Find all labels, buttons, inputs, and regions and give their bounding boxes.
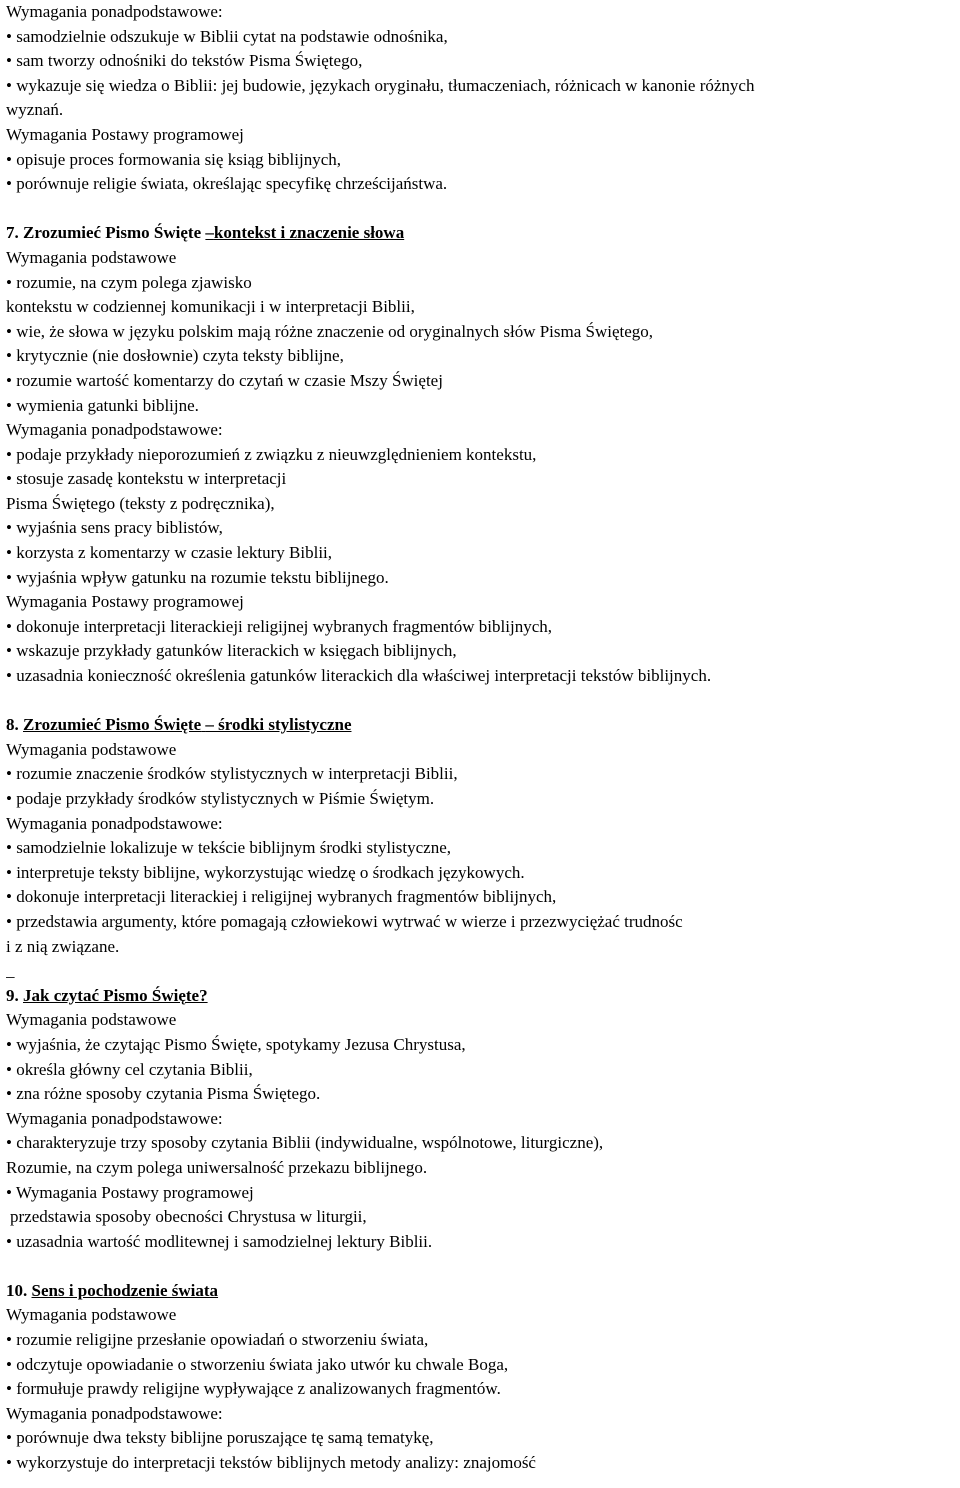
section-number: 9. (6, 985, 19, 1005)
spacer (6, 689, 956, 714)
list-item: • dokonuje interpretacji literackieji religijnej wybranych fragmentów biblijnych, (6, 616, 552, 636)
list-item-continuation: kontekstu w codziennej komunikacji i w interpretacji Biblii, (6, 297, 415, 317)
list-item: • stosuje zasadę kontekstu w interpretacji (6, 469, 287, 489)
list-item: • przedstawia argumenty, które pomagają człowiekowi wytrwać w wierze i przezwyciężać trudnośc (6, 911, 683, 931)
list-item: • wykorzystuje do interpretacji tekstów biblijnych metody analizy: znajomość (6, 1453, 536, 1473)
section-title (6, 1279, 956, 1304)
list-item: • wie, że słowa w języku polskim mają różne znaczenie od oryginalnych słów Pisma Świętego, (6, 321, 654, 341)
section-title-sub: – środki stylistyczne (205, 715, 352, 735)
list-item: • wyjaśnia wpływ gatunku na rozumie tekstu biblijnego. (6, 567, 389, 587)
stray-mark: _ (6, 961, 15, 981)
section-title-main: Zrozumieć Pismo Święte (23, 715, 202, 735)
list-item: • interpretuje teksty biblijne, wykorzystując wiedzę o środkach językowych. (6, 862, 525, 882)
list-item: • uzasadnia konieczność określenia gatunków literackich dla właściwej interpretacji tekstów biblijnych. (6, 666, 712, 686)
list-item: • wskazuje przykłady gatunków literackich w księgach biblijnych, (6, 641, 457, 661)
section-title-underlined: Sens i pochodzenie świata (31, 1280, 219, 1300)
list-item: • porównuje dwa teksty biblijne poruszające tę samą tematykę, (6, 1428, 434, 1448)
list-item: • określa główny cel czytania Biblii, (6, 1059, 253, 1079)
list-item: • Wymagania Postawy programowej (6, 1182, 254, 1202)
section-number: 8. (6, 715, 19, 735)
list-item: • podaje przykłady środków stylistycznych w Piśmie Świętym. (6, 789, 435, 808)
requirements-heading: Wymagania podstawowe (6, 1010, 177, 1030)
list-item: • wykazuje się wiedza o Biblii: jej budowie, językach oryginału, tłumaczeniach, różnicach w kanonie różnych (6, 75, 755, 95)
section-title (6, 984, 956, 1009)
list-item: • odczytuje opowiadanie o stworzeniu świata jako utwór ku chwale Boga, (6, 1354, 509, 1374)
requirements-heading: Wymagania podstawowe (6, 739, 177, 759)
list-item: • formułuje prawdy religijne wypływające z analizowanych fragmentów. (6, 1379, 501, 1399)
requirements-heading: Wymagania Postawy programowej (6, 592, 244, 612)
requirements-heading: Wymagania ponadpodstawowe: (6, 420, 223, 440)
spacer (6, 1254, 956, 1279)
section-title-main: Zrozumieć Pismo Święte (23, 223, 202, 243)
requirements-heading: Wymagania ponadpodstawowe: (6, 1403, 223, 1423)
list-item: • krytycznie (nie dosłownie) czyta teksty biblijne, (6, 346, 344, 366)
requirements-heading: Wymagania podstawowe (6, 247, 177, 267)
list-item: • porównuje religie świata, określając specyfikę chrześcijaństwa. (6, 174, 448, 194)
list-item: • podaje przykłady nieporozumień z związku z nieuwzględnieniem kontekstu, (6, 444, 537, 464)
list-item-continuation: Pisma Świętego (teksty z podręcznika), (6, 493, 275, 513)
requirements-heading: Wymagania Postawy programowej (6, 124, 244, 144)
list-item: • charakteryzuje trzy sposoby czytania Biblii (indywidualne, wspólnotowe, liturgiczne), (6, 1133, 604, 1153)
list-item: • uzasadnia wartość modlitewnej i samodzielnej lektury Biblii. (6, 1231, 433, 1251)
section-number: 7. (6, 223, 19, 243)
list-item-continuation: przedstawia sposoby obecności Chrystusa w liturgii, (10, 1207, 367, 1227)
list-item-continuation: wyznań. (6, 100, 64, 120)
list-item: • samodzielnie odszukuje w Biblii cytat na podstawie odnośnika, (6, 26, 448, 46)
list-item: • rozumie wartość komentarzy do czytań w czasie Mszy Świętej (6, 370, 443, 390)
section-number: 10. (6, 1280, 28, 1300)
requirements-heading: Wymagania podstawowe (6, 1305, 177, 1325)
list-item: • opisuje proces formowania się ksiąg biblijnych, (6, 149, 342, 169)
section-title-underlined (23, 715, 351, 734)
list-item-continuation: Rozumie, na czym polega uniwersalność przekazu biblijnego. (6, 1157, 428, 1177)
document (6, 0, 956, 1476)
list-item: • rozumie religijne przesłanie opowiadań o stworzeniu świata, (6, 1330, 429, 1350)
list-item: • dokonuje interpretacji literackiej i religijnej wybranych fragmentów biblijnych, (6, 887, 557, 907)
list-item: • rozumie znaczenie środków stylistycznych w interpretacji Biblii, (6, 764, 458, 784)
section-title (6, 713, 956, 738)
list-item: • sam tworzy odnośniki do tekstów Pisma Świętego, (6, 51, 363, 71)
section-title-sub: kontekst i znaczenie słowa (213, 223, 405, 243)
list-item: • wyjaśnia, że czytając Pismo Święte, spotykamy Jezusa Chrystusa, (6, 1034, 466, 1054)
list-item: • rozumie, na czym polega zjawisko (6, 272, 252, 292)
list-item: • samodzielnie lokalizuje w tekście biblijnym środki stylistyczne, (6, 838, 452, 858)
list-item: • wymienia gatunki biblijne. (6, 395, 199, 415)
requirements-heading: Wymagania ponadpodstawowe: (6, 813, 223, 833)
section-title-underlined: Jak czytać Pismo Święte? (23, 985, 208, 1005)
spacer (6, 197, 956, 222)
list-item-continuation: i z nią związane. (6, 936, 120, 956)
list-item: • wyjaśnia sens pracy biblistów, (6, 518, 223, 538)
requirements-heading: Wymagania ponadpodstawowe: (6, 2, 223, 21)
section-title (6, 221, 956, 246)
list-item: • zna różne sposoby czytania Pisma Świętego. (6, 1084, 321, 1104)
list-item: • korzysta z komentarzy w czasie lektury Biblii, (6, 543, 333, 563)
section-title-underlined: –kontekst i znaczenie słowa (205, 223, 405, 243)
requirements-heading: Wymagania ponadpodstawowe: (6, 1108, 223, 1128)
